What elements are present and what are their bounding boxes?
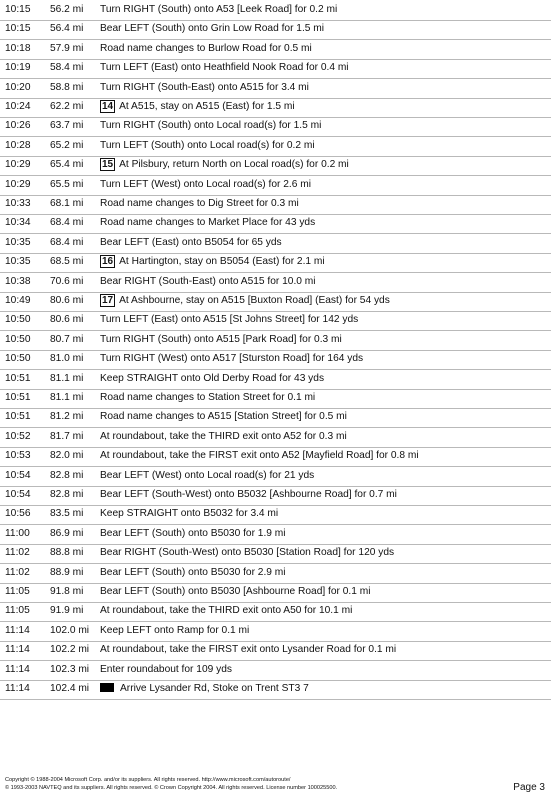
copyright-line-1: Copyright © 1988-2004 Microsoft Corp. and/or its suppliers. All rights reserved. http://www.microsoft.com/autoroute/ [5,777,291,783]
instruction-text: Bear LEFT (South) onto B5030 for 1.9 mi [100,527,286,539]
direction-distance: 102.4 mi [50,683,90,694]
direction-time: 10:51 [5,372,31,384]
direction-instruction [100,79,309,97]
direction-time: 10:54 [5,469,31,481]
waypoint-number-badge: 16 [102,256,114,268]
direction-distance: 56.4 mi [50,23,84,35]
instruction-text: Road name changes to Burlow Road for 0.5 mi [100,42,312,54]
direction-distance: 65.4 mi [50,159,84,171]
instruction-text: Bear RIGHT (South-West) onto B5030 [Station Road] for 120 yds [100,547,395,559]
direction-distance: 57.9 mi [50,42,84,54]
direction-row [0,253,551,273]
instruction-text: Bear LEFT (South) onto Grin Low Road for 1.5 mi [100,23,325,35]
direction-row [0,195,551,215]
direction-distance: 102.0 mi [50,624,90,636]
direction-instruction [100,292,390,310]
direction-distance: 83.5 mi [50,508,84,520]
instruction-text: Turn RIGHT (South) onto Local road(s) for 1.5 mi [100,120,322,132]
waypoint-number-badge: 15 [102,159,114,171]
direction-time: 10:20 [5,81,31,93]
direction-instruction [100,20,324,38]
direction-row [0,234,551,254]
direction-row [0,661,551,681]
direction-instruction [100,447,419,465]
direction-time: 11:05 [5,605,30,617]
direction-row [0,79,551,99]
direction-row [0,137,551,157]
instruction-text: Road name changes to A515 [Station Street] for 0.5 mi [100,411,347,423]
instruction-text: Bear LEFT (East) onto B5054 for 65 yds [100,236,282,248]
direction-instruction [100,117,321,135]
direction-time: 11:14 [5,683,30,694]
direction-instruction [100,98,295,116]
direction-time: 10:29 [5,159,31,171]
direction-time: 10:53 [5,450,31,462]
direction-instruction [100,137,315,155]
direction-instruction [100,583,371,601]
direction-distance: 58.4 mi [50,62,84,74]
direction-time: 10:18 [5,42,31,54]
direction-time: 10:50 [5,353,31,365]
direction-distance: 91.8 mi [50,586,84,597]
direction-time: 10:38 [5,275,31,287]
direction-time: 10:28 [5,139,31,151]
direction-instruction [100,486,397,504]
waypoint-number-badge: 14 [102,101,114,112]
direction-distance: 82.8 mi [50,469,84,481]
instruction-text: Road name changes to Market Place for 43 yds [100,217,316,229]
direction-row [0,389,551,409]
direction-row [0,680,551,700]
instruction-text: Turn LEFT (West) onto Local road(s) for 2.6 mi [100,178,311,190]
copyright-line-2: © 1993-2003 NAVTEQ and its suppliers. All rights reserved. © Crown Copyright 2004. All rights reserved. License number 100025500. [5,785,338,791]
instruction-text: At roundabout, take the FIRST exit onto A52 [Mayfield Road] for 0.8 mi [100,450,419,462]
direction-distance: 102.2 mi [50,644,90,656]
direction-distance: 81.1 mi [50,392,84,403]
direction-instruction [100,389,315,407]
direction-time: 10:15 [5,23,31,35]
direction-time: 10:50 [5,333,31,345]
direction-row [0,583,551,603]
direction-time: 10:29 [5,178,31,190]
direction-distance: 82.0 mi [50,450,84,462]
direction-row [0,117,551,137]
instruction-text: At roundabout, take the THIRD exit onto A52 for 0.3 mi [100,430,347,442]
direction-time: 11:00 [5,527,30,539]
direction-time: 10:49 [5,295,31,306]
direction-row [0,311,551,331]
direction-distance: 80.6 mi [50,295,84,306]
direction-time: 11:14 [5,663,30,675]
direction-row [0,602,551,622]
direction-time: 10:35 [5,236,31,248]
instruction-text: At Ashbourne, stay on A515 [Buxton Road] (East) for 54 yds [119,295,390,306]
direction-distance: 68.4 mi [50,217,84,229]
direction-row [0,641,551,661]
direction-instruction [100,661,232,679]
direction-row [0,408,551,428]
direction-instruction [100,641,396,659]
direction-time: 11:14 [5,624,30,636]
direction-instruction [100,428,347,446]
direction-distance: 81.7 mi [50,430,84,442]
instruction-text: At roundabout, take the FIRST exit onto Lysander Road for 0.1 mi [100,644,397,656]
waypoint-number-badge: 17 [102,295,114,306]
direction-row [0,622,551,642]
direction-row [0,1,551,21]
instruction-text: At Hartington, stay on B5054 (East) for 2.1 mi [119,256,325,268]
instruction-text: Turn RIGHT (South) onto A53 [Leek Road] for 0.2 mi [100,4,338,15]
direction-instruction [100,564,286,582]
direction-time: 11:14 [5,644,30,656]
instruction-text: Arrive Lysander Rd, Stoke on Trent ST3 7 [120,683,309,694]
destination-flag-icon [100,683,114,692]
direction-row [0,467,551,487]
direction-instruction [100,1,337,19]
instruction-text: At A515, stay on A515 (East) for 1.5 mi [119,101,295,112]
direction-distance: 62.2 mi [50,101,84,112]
direction-time: 10:54 [5,489,31,500]
direction-row [0,292,551,312]
instruction-text: At roundabout, take the THIRD exit onto A50 for 10.1 mi [100,605,353,617]
instruction-text: At Pilsbury, return North on Local road(s) for 0.2 mi [119,159,349,171]
direction-row [0,544,551,564]
direction-row [0,176,551,196]
direction-instruction [100,467,314,485]
direction-distance: 63.7 mi [50,120,84,132]
direction-instruction [100,622,249,640]
direction-instruction [100,214,315,232]
direction-instruction [100,544,394,562]
direction-time: 11:05 [5,586,30,597]
direction-instruction [100,273,316,291]
instruction-text: Keep STRAIGHT onto B5032 for 3.4 mi [100,508,279,520]
direction-distance: 88.9 mi [50,566,84,578]
instruction-text: Bear RIGHT (South-East) onto A515 for 10.0 mi [100,275,316,287]
instruction-text: Enter roundabout for 109 yds [100,663,232,675]
direction-row [0,525,551,545]
direction-instruction [100,156,349,174]
direction-time: 11:02 [5,547,30,559]
direction-row [0,428,551,448]
direction-instruction [100,40,312,58]
direction-distance: 81.0 mi [50,353,84,365]
direction-row [0,98,551,118]
direction-row [0,20,551,40]
instruction-text: Turn LEFT (South) onto Local road(s) for 0.2 mi [100,139,315,151]
direction-time: 10:34 [5,217,31,229]
direction-distance: 81.2 mi [50,411,84,423]
direction-instruction [100,234,282,252]
direction-row [0,350,551,370]
instruction-text: Road name changes to Station Street for 0.1 mi [100,392,316,403]
instruction-text: Keep LEFT onto Ramp for 0.1 mi [100,624,250,636]
direction-instruction [100,525,286,543]
direction-time: 10:26 [5,120,31,132]
direction-distance: 81.1 mi [50,372,84,384]
direction-distance: 88.8 mi [50,547,84,559]
direction-row [0,40,551,60]
direction-instruction [100,350,363,368]
direction-distance: 68.5 mi [50,256,84,268]
direction-time: 11:02 [5,566,30,578]
direction-instruction [100,311,358,329]
copyright-footer [5,776,337,792]
direction-row [0,370,551,390]
direction-row [0,505,551,525]
direction-time: 10:51 [5,392,31,403]
direction-distance: 68.1 mi [50,198,84,209]
direction-row [0,486,551,506]
direction-instruction [100,505,278,523]
direction-time: 10:50 [5,314,31,326]
instruction-text: Bear LEFT (South-West) onto B5032 [Ashbourne Road] for 0.7 mi [100,489,397,500]
direction-time: 10:35 [5,256,31,268]
direction-distance: 56.2 mi [50,4,84,15]
direction-distance: 82.8 mi [50,489,84,500]
direction-distance: 68.4 mi [50,236,84,248]
instruction-text: Turn RIGHT (South-East) onto A515 for 3.4 mi [100,81,309,93]
instruction-text: Bear LEFT (West) onto Local road(s) for 21 yds [100,469,315,481]
direction-distance: 80.6 mi [50,314,84,326]
direction-instruction [100,59,349,77]
direction-time: 10:19 [5,62,31,74]
direction-instruction [100,253,325,271]
instruction-text: Turn LEFT (East) onto Heathfield Nook Road for 0.4 mi [100,62,349,74]
direction-row [0,214,551,234]
direction-time: 10:51 [5,411,31,423]
direction-instruction [100,408,347,426]
direction-instruction [100,176,311,194]
direction-distance: 65.2 mi [50,139,84,151]
page-number: Page 3 [513,782,545,793]
direction-time: 10:24 [5,101,31,112]
instruction-text: Bear LEFT (South) onto B5030 for 2.9 mi [100,566,286,578]
direction-distance: 58.8 mi [50,81,84,93]
direction-instruction [100,370,324,388]
direction-instruction [100,331,342,349]
direction-instruction [100,680,309,698]
direction-distance: 102.3 mi [50,663,90,675]
instruction-text: Road name changes to Dig Street for 0.3 mi [100,198,299,209]
instruction-text: Turn LEFT (East) onto A515 [St Johns Street] for 142 yds [100,314,359,326]
direction-row [0,59,551,79]
direction-row [0,447,551,467]
direction-time: 10:52 [5,430,31,442]
instruction-text: Turn RIGHT (West) onto A517 [Sturston Road] for 164 yds [100,353,364,365]
instruction-text: Keep STRAIGHT onto Old Derby Road for 43 yds [100,372,325,384]
direction-time: 10:56 [5,508,31,520]
direction-distance: 91.9 mi [50,605,84,617]
direction-distance: 70.6 mi [50,275,84,287]
direction-distance: 86.9 mi [50,527,84,539]
instruction-text: Turn RIGHT (South) onto A515 [Park Road] for 0.3 mi [100,333,342,345]
direction-time: 10:33 [5,198,31,209]
instruction-text: Bear LEFT (South) onto B5030 [Ashbourne Road] for 0.1 mi [100,586,371,597]
direction-row [0,564,551,584]
direction-time: 10:15 [5,4,31,15]
direction-distance: 65.5 mi [50,178,84,190]
direction-instruction [100,602,352,620]
direction-instruction [100,195,299,213]
direction-distance: 80.7 mi [50,333,84,345]
direction-row [0,273,551,293]
direction-row [0,331,551,351]
direction-row [0,156,551,176]
